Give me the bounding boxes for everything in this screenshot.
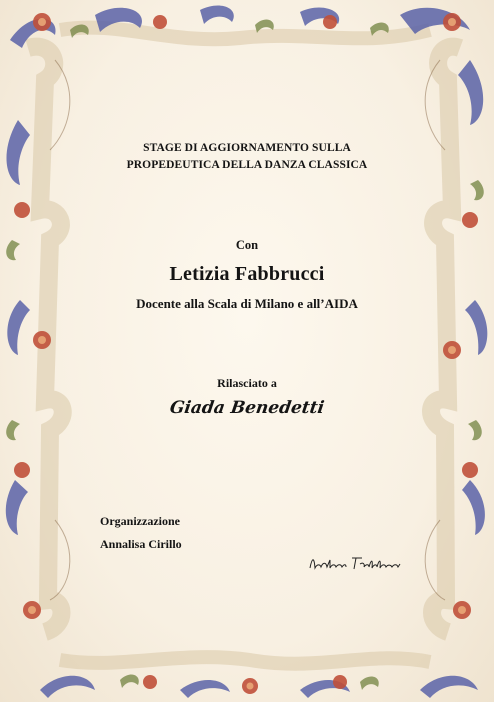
organizer-name: Annalisa Cirillo xyxy=(100,537,182,551)
title-line-1: STAGE DI AGGIORNAMENTO SULLA xyxy=(143,142,351,154)
recipient-name: Giada Benedetti xyxy=(168,398,326,418)
organization-label: Organizzazione xyxy=(100,514,180,528)
title-line-2: PROPEDEUTICA DELLA DANZA CLASSICA xyxy=(126,159,368,171)
teacher-name: Letizia Fabbrucci xyxy=(169,263,325,285)
issued-label: Rilasciato a xyxy=(217,376,277,390)
with-label: Con xyxy=(235,238,259,252)
certificate-title xyxy=(0,140,494,174)
teacher-role: Docente alla Scala di Milano e all’AIDA xyxy=(136,296,358,311)
